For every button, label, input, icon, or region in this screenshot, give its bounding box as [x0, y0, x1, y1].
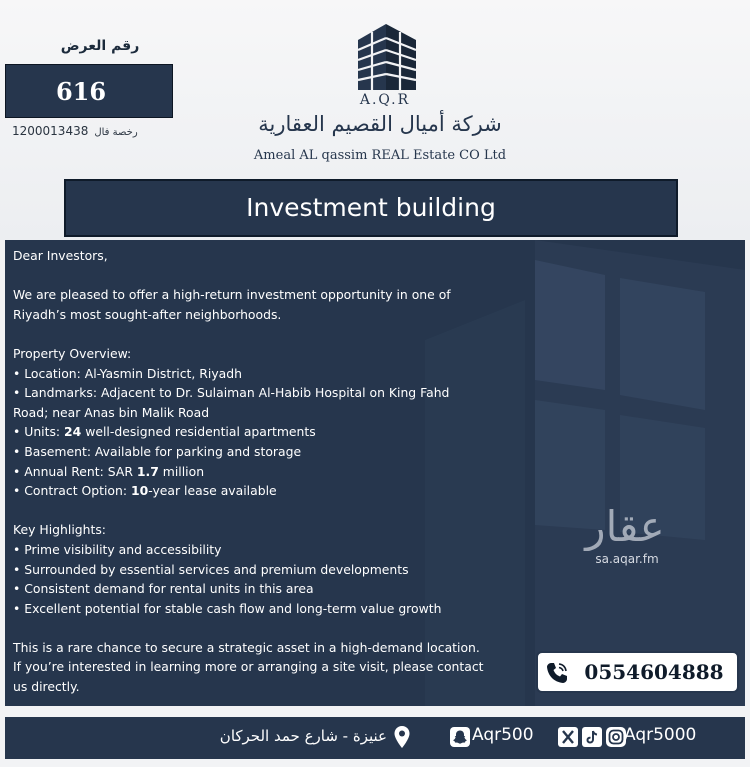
aqar-watermark-logo: عقار: [585, 502, 665, 551]
landmarks-line-1: • Landmarks: Adjacent to Dr. Sulaiman Al-Habib Hospital on King Fahd: [13, 385, 450, 401]
company-logo-icon: [350, 22, 422, 92]
rent-value: 1.7: [136, 463, 159, 479]
social-handle: Aqr5000: [624, 725, 697, 745]
contract-prefix: • Contract Option:: [13, 483, 131, 499]
social-icons: [558, 727, 626, 747]
content-panel: [5, 240, 745, 706]
contract-suffix: -year lease available: [148, 483, 277, 499]
title-banner: [64, 179, 678, 237]
offer-number: 616: [55, 77, 107, 106]
phone-icon: [544, 660, 570, 686]
highlight-item: • Consistent demand for rental units in this area: [13, 581, 314, 597]
highlight-item: • Surrounded by essential services and premium developments: [13, 561, 409, 577]
greeting: Dear Investors,: [13, 248, 108, 263]
company-name-arabic: شركة أميال القصيم العقارية: [258, 112, 502, 136]
footer-bar: [5, 717, 745, 759]
intro-line-2: Riyadh’s most sought-after neighborhoods.: [13, 306, 282, 322]
highlight-item: • Prime visibility and accessibility: [13, 541, 222, 557]
page-title: Investment building: [246, 193, 496, 222]
overview-heading: Property Overview:: [13, 345, 132, 361]
snapchat-handle: Aqr500: [472, 725, 534, 745]
tiktok-icon: [582, 727, 602, 747]
aqar-watermark-url: sa.aqar.fm: [595, 552, 659, 566]
closing-line-2: If you’re interested in learning more or arranging a site visit, please contact: [13, 659, 484, 675]
rent-prefix: • Annual Rent: SAR: [13, 463, 137, 479]
closing-line-1: This is a rare chance to secure a strategic asset in a high-demand location.: [13, 639, 480, 655]
contract-item: [13, 481, 513, 501]
x-icon: [558, 727, 578, 747]
company-name-english: Ameal AL qassim REAL Estate CO Ltd: [253, 148, 507, 163]
license-info: [12, 124, 172, 138]
location-item: • Location: Al-Yasmin District, Riyadh: [13, 365, 242, 381]
phone-contact[interactable]: [536, 651, 739, 693]
rent-suffix: million: [158, 463, 205, 479]
letter-body: [13, 246, 513, 697]
offer-number-label: رقم العرض: [60, 38, 140, 54]
location-pin-icon: [393, 725, 411, 749]
highlights-heading: Key Highlights:: [13, 522, 106, 538]
units-item: [13, 422, 513, 442]
snapchat-icon: [450, 727, 470, 747]
units-suffix: well-designed residential apartments: [81, 424, 316, 440]
rent-item: [13, 462, 513, 482]
highlight-item: • Excellent potential for stable cash flow and long-term value growth: [13, 600, 442, 616]
intro-line-1: We are pleased to offer a high-return investment opportunity in one of: [13, 287, 451, 303]
instagram-icon: [606, 727, 626, 747]
units-value: 24: [64, 424, 82, 440]
landmarks-line-2: Road; near Anas bin Malik Road: [13, 404, 210, 420]
footer-location: عنيزة - شارع حمد الحركان: [219, 727, 387, 745]
units-prefix: • Units:: [13, 424, 65, 440]
contract-value: 10: [130, 483, 149, 499]
closing-line-3: us directly.: [13, 679, 80, 695]
phone-number: 0554604888: [584, 660, 724, 684]
offer-number-box: [5, 64, 173, 118]
license-number: 1200013438: [12, 124, 89, 138]
logo-letters: A.Q.R: [359, 92, 411, 108]
basement-item: • Basement: Available for parking and storage: [13, 443, 302, 459]
license-label: رخصة فال: [94, 127, 138, 138]
